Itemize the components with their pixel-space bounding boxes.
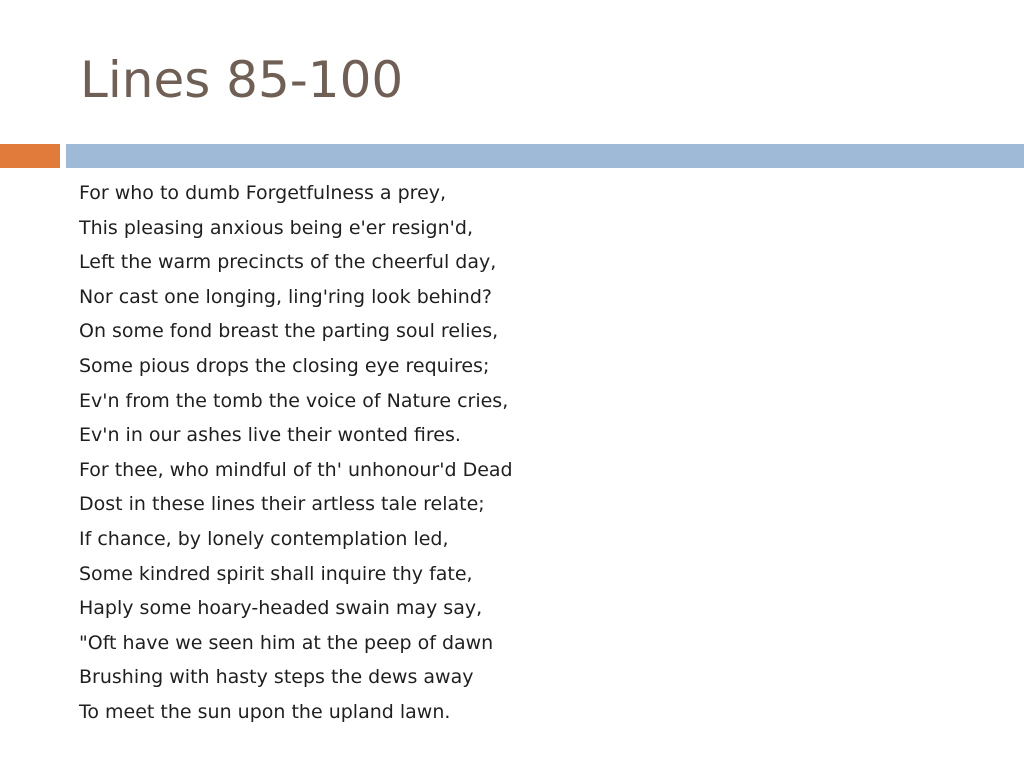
slide-title: Lines 85-100 [80, 51, 404, 109]
accent-bar-orange [0, 144, 60, 168]
poem-line: Haply some hoary-headed swain may say, [79, 597, 483, 620]
poem-line: Nor cast one longing, ling'ring look behind? [79, 285, 492, 308]
poem-line: Left the warm precincts of the cheerful day, [79, 251, 497, 274]
accent-bar-blue [66, 144, 1024, 168]
poem-line: This pleasing anxious being e'er resign'd, [79, 216, 473, 239]
poem-line: Some pious drops the closing eye requires; [79, 354, 490, 377]
poem-line: For thee, who mindful of th' unhonour'd Dead [79, 458, 513, 481]
poem-line: If chance, by lonely contemplation led, [79, 527, 449, 550]
poem-lines [79, 176, 513, 730]
poem-line: Ev'n from the tomb the voice of Nature cries, [79, 389, 509, 412]
poem-line: Ev'n in our ashes live their wonted fires. [79, 424, 461, 447]
poem-line: Some kindred spirit shall inquire thy fate, [79, 562, 473, 585]
poem-line: For who to dumb Forgetfulness a prey, [79, 182, 447, 204]
poem-line: On some fond breast the parting soul relies, [79, 320, 499, 343]
poem-line: Dost in these lines their artless tale relate; [79, 493, 485, 516]
poem-line: To meet the sun upon the upland lawn. [79, 700, 451, 723]
poem-line: Brushing with hasty steps the dews away [79, 666, 474, 689]
poem-line: "Oft have we seen him at the peep of dawn [79, 631, 494, 654]
